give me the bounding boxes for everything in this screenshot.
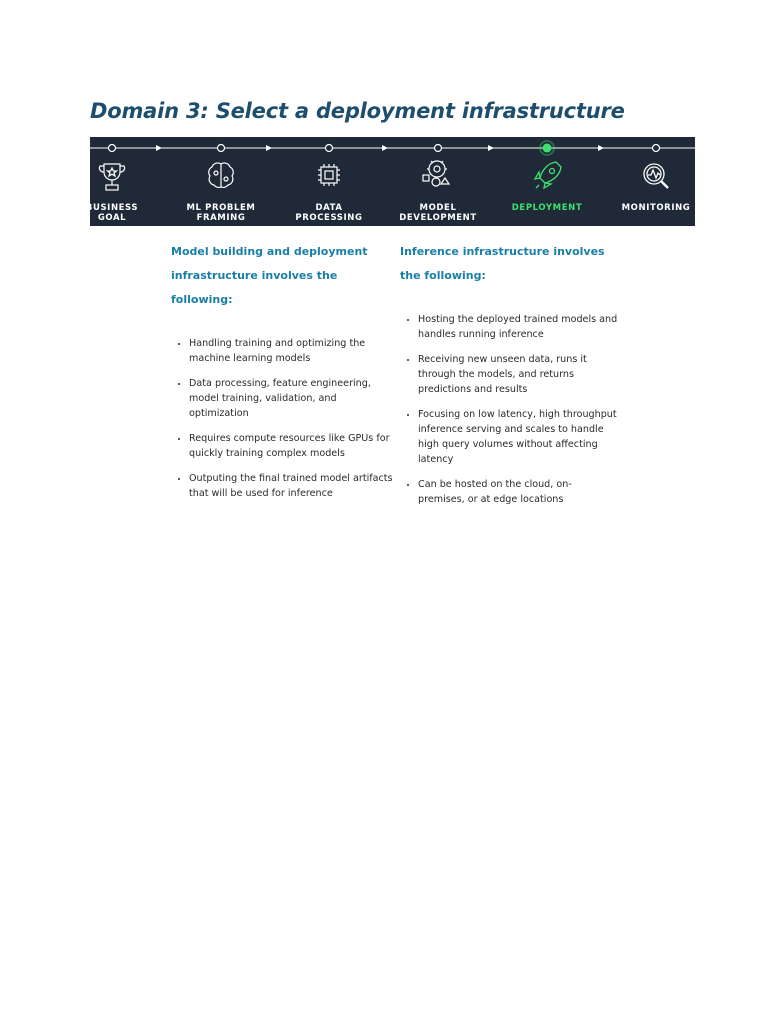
arrow-right-icon (266, 145, 272, 151)
model-building-column (171, 240, 396, 511)
step-node (218, 145, 225, 152)
model-building-heading: Model building and deployment infrastructure involves the following: (171, 245, 368, 306)
step-label-deployment: DEPLOYMENT (511, 203, 583, 213)
list-item: • Outputing the final trained model artifacts that will be used for inference (189, 471, 396, 501)
arrow-right-icon (382, 145, 388, 151)
chip-icon (318, 164, 340, 186)
arrow-right-icon (156, 145, 162, 151)
step-node (326, 145, 333, 152)
step-node (653, 145, 660, 152)
step-node (435, 145, 442, 152)
step-node (109, 145, 116, 152)
step-label-ml-problem-framing: ML PROBLEM FRAMING (186, 203, 256, 223)
list-item: • Receiving new unseen data, runs it through the models, and returns predictions and results (418, 352, 618, 397)
brain-icon (209, 163, 234, 187)
list-item: • Data processing, feature engineering, model training, validation, and optimization (189, 376, 396, 421)
trophy-icon (99, 164, 124, 190)
list-item: • Focusing on low latency, high throughput inference serving and scales to handle high query volumes without affecting latency (418, 407, 618, 467)
list-item: • Handling training and optimizing the machine learning models (189, 336, 396, 366)
step-node-active (543, 144, 552, 153)
inference-heading: Inference infrastructure involves the following: (400, 245, 605, 282)
page-title: Domain 3: Select a deployment infrastructure (90, 99, 625, 123)
arrow-right-icon (488, 145, 494, 151)
step-label-business-goal: BUSINESS GOAL (85, 203, 139, 223)
inference-list (400, 312, 618, 507)
list-item: • Hosting the deployed trained models and handles running inference (418, 312, 618, 342)
list-item: • Can be hosted on the cloud, on-premises, or at edge locations (418, 477, 618, 507)
step-label-model-development: MODEL DEVELOPMENT (399, 203, 477, 223)
step-label-monitoring: MONITORING (621, 203, 691, 213)
list-item: • Requires compute resources like GPUs for quickly training complex models (189, 431, 396, 461)
rocket-icon (535, 162, 561, 188)
magnifier-icon (644, 164, 668, 188)
gears-icon (423, 161, 449, 186)
step-label-data-processing: DATA PROCESSING (295, 203, 363, 223)
inference-column (400, 240, 618, 517)
model-building-list (171, 336, 396, 501)
arrow-right-icon (598, 145, 604, 151)
